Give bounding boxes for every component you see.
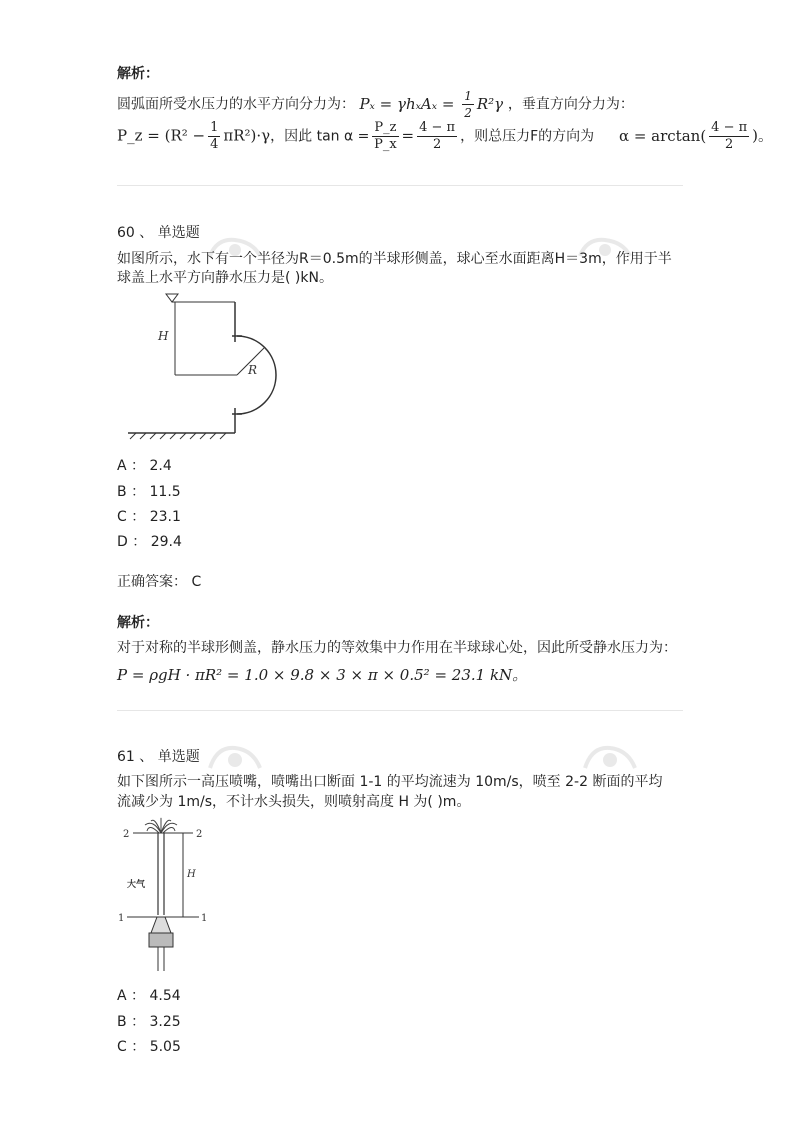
- q59-equals: =: [401, 126, 415, 145]
- q59-line1-prefix: 圆弧面所受水压力的水平方向分力为：: [117, 96, 355, 113]
- q60-option-b[interactable]: [117, 481, 181, 501]
- q59-alpha-frac-num: 4 − π: [711, 120, 748, 135]
- option-value: 29.4: [150, 534, 182, 550]
- q61-label-1-left: 1: [118, 913, 125, 924]
- q60-option-a[interactable]: [117, 455, 172, 475]
- q60-analysis-label: 解析：: [117, 615, 159, 631]
- option-letter: B: [117, 1014, 127, 1030]
- q61-option-c[interactable]: [117, 1036, 181, 1056]
- option-letter: D: [117, 534, 128, 550]
- q59-tan-frac1-num: P_z: [374, 120, 397, 135]
- answer-label: 正确答案：: [117, 574, 187, 590]
- q61-label-1-right: 1: [201, 913, 208, 924]
- q59-px-frac-den: 2: [464, 106, 472, 120]
- q61-label-h: H: [187, 869, 196, 880]
- q59-px-formula-b: R²γ: [476, 94, 504, 113]
- q60-option-c[interactable]: [117, 506, 181, 526]
- option-letter: B: [117, 484, 127, 500]
- option-value: 23.1: [149, 509, 181, 525]
- q59-alpha-formula: α = arctan(: [618, 126, 707, 145]
- q60-analysis-formula: P = ρgH · πR² = 1.0 × 9.8 × 3 × π × 0.5² = 23.1 kN。: [117, 666, 528, 684]
- option-sep: ：: [132, 534, 147, 550]
- option-sep: ：: [131, 484, 146, 500]
- q60-correct-answer: [117, 571, 201, 591]
- q59-pz-formula-a: P_z = (R² −: [117, 126, 206, 145]
- option-letter: C: [117, 1039, 127, 1055]
- option-value: 11.5: [149, 484, 181, 500]
- option-value: 2.4: [149, 458, 172, 474]
- q61-label-2-right: 2: [196, 829, 203, 840]
- q60-label-r: R: [248, 363, 258, 377]
- q60-stem-line1: 如图所示，水下有一个半径为R＝0.5m的半球形侧盖，球心至水面距离H＝3m，作用于半: [117, 251, 672, 267]
- divider: [117, 185, 683, 186]
- q59-tan-frac2-num: 4 − π: [419, 120, 456, 135]
- option-value: 3.25: [149, 1014, 181, 1030]
- option-letter: C: [117, 509, 127, 525]
- option-sep: ：: [131, 1014, 146, 1030]
- q61-label-2-left: 2: [123, 829, 130, 840]
- q61-option-b[interactable]: [117, 1011, 181, 1031]
- q60-option-d[interactable]: [117, 531, 182, 551]
- divider: [117, 710, 683, 711]
- q59-pz-frac-num: 1: [210, 120, 219, 135]
- q59-alpha-frac: [709, 120, 749, 153]
- q60-hemisphere-figure: [120, 290, 285, 440]
- q59-pz-frac: [208, 120, 220, 153]
- q59-alpha-close: )。: [752, 126, 774, 145]
- q59-alpha-frac-den: 2: [725, 137, 734, 152]
- q61-stem-line2: 流减少为 1m/s，不计水头损失，则喷射高度 H 为( )m。: [117, 794, 471, 810]
- q61-option-a[interactable]: [117, 985, 181, 1005]
- q60-header: 60 、 单选题: [117, 225, 200, 241]
- water-surface-icon: [166, 294, 178, 302]
- q59-direction-text: ，则总压力F的方向为: [460, 128, 595, 145]
- watermark-logo-icon: [580, 742, 640, 772]
- option-sep: ：: [131, 1039, 146, 1055]
- q60-label-h: H: [158, 329, 169, 343]
- q59-px-frac-num: 1: [464, 89, 472, 103]
- q60-stem-line2: 球盖上水平方向静水压力是( )kN。: [117, 270, 333, 286]
- q59-tan-frac1: [372, 120, 398, 153]
- q61-nozzle-figure: [115, 815, 215, 975]
- answer-value: C: [191, 574, 202, 590]
- option-letter: A: [117, 988, 127, 1004]
- option-value: 4.54: [149, 988, 181, 1004]
- q60-analysis-text: 对于对称的半球形侧盖，静水压力的等效集中力作用在半球球心处，因此所受静水压力为：: [117, 640, 677, 656]
- option-sep: ：: [131, 458, 146, 474]
- q59-formula-row: [117, 120, 773, 153]
- option-value: 5.05: [149, 1039, 181, 1055]
- q59-tan-frac1-den: P_x: [374, 137, 397, 152]
- q59-line1-suffix: ，垂直方向分力为：: [507, 96, 634, 113]
- q60-ground-hatch: [130, 433, 226, 439]
- option-sep: ：: [131, 988, 146, 1004]
- q59-tan-frac2: [417, 120, 457, 153]
- q61-label-air: 大气: [127, 880, 146, 890]
- q59-tan-frac2-den: 2: [432, 137, 442, 152]
- q59-px-formula-a: Pₓ = γhₓAₓ =: [359, 94, 460, 113]
- option-letter: A: [117, 458, 127, 474]
- q61-header: 61 、 单选题: [117, 749, 200, 765]
- q59-pz-frac-den: 4: [210, 137, 219, 152]
- q59-px-frac: [462, 88, 474, 121]
- q61-spray: [145, 818, 177, 833]
- q59-analysis-label: 解析：: [117, 66, 159, 82]
- watermark-logo-icon: [205, 742, 265, 772]
- q61-stem-line1: 如下图所示一高压喷嘴，喷嘴出口断面 1-1 的平均流速为 10m/s，喷至 2-2 断面的平均: [117, 774, 663, 790]
- q59-analysis-line1: [117, 88, 634, 121]
- q61-nozzle-body: [149, 933, 173, 947]
- q59-pz-formula-b: πR²)·γ: [223, 126, 271, 145]
- option-sep: ：: [131, 509, 146, 525]
- q59-middle-text: ，因此 tan α =: [270, 128, 370, 145]
- q59-px-formula: [359, 89, 507, 120]
